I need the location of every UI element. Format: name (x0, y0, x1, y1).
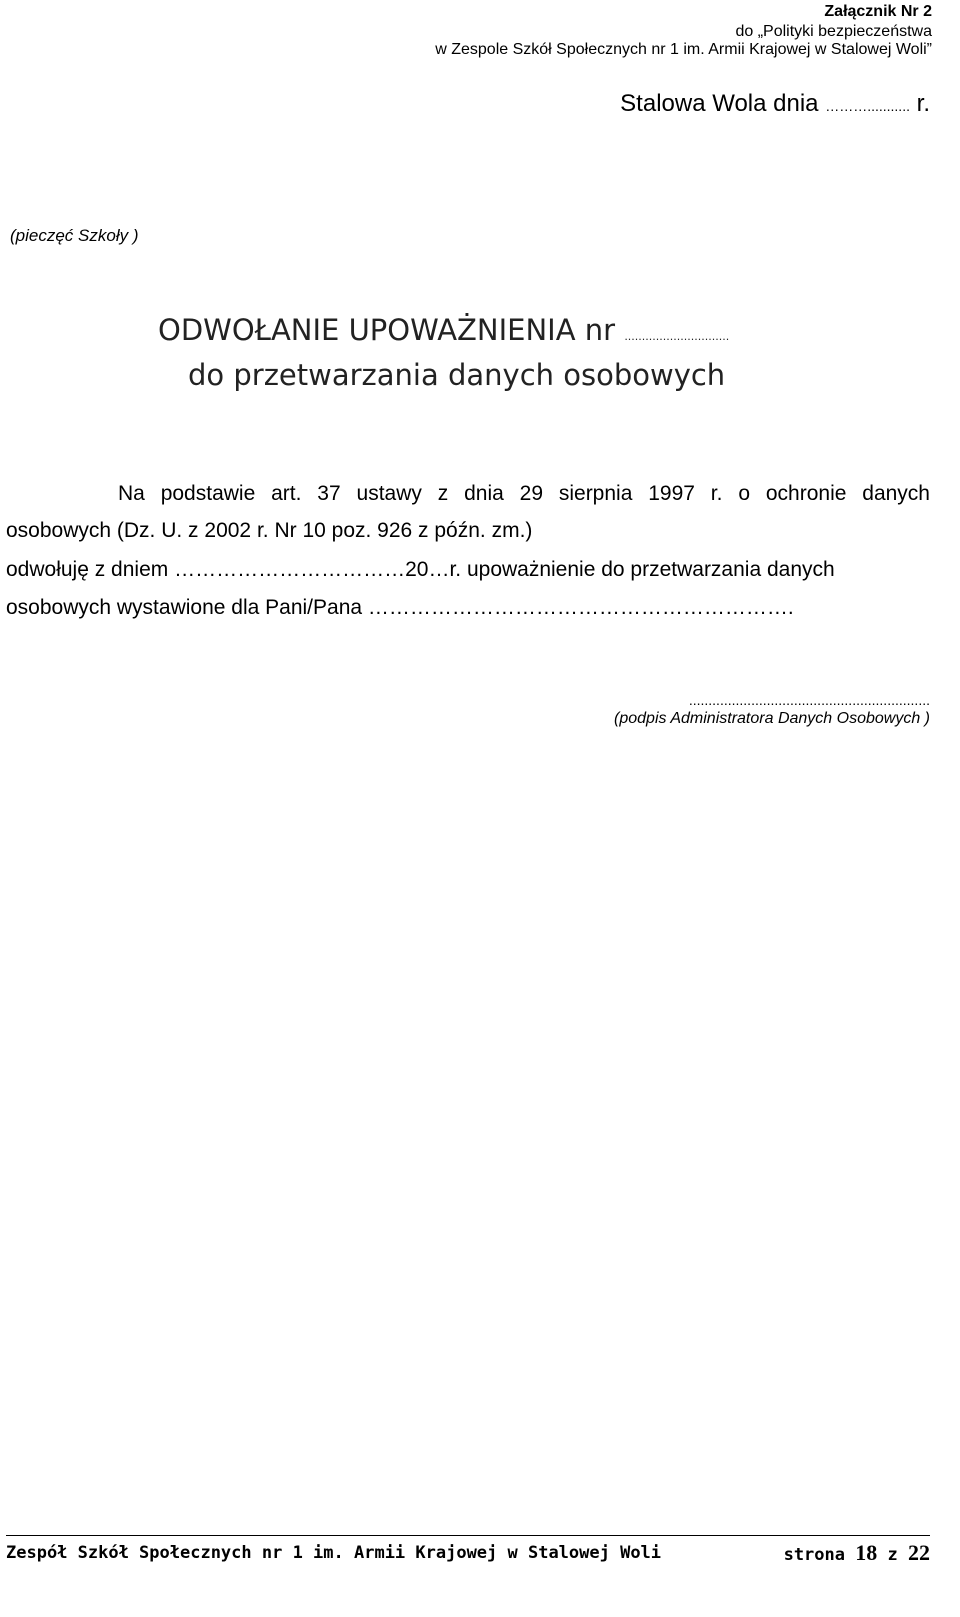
policy-reference: do „Polityki bezpieczeństwa (735, 23, 932, 40)
body-line-1: Na podstawie art. 37 ustawy z dnia 29 sierpnia 1997 r. o ochronie danych (118, 482, 930, 505)
attachment-label: Załącznik Nr 2 (824, 3, 932, 20)
signature-caption: (podpis Administratora Danych Osobowych ) (614, 710, 930, 727)
date-prefix: Stalowa Wola dnia (620, 90, 819, 117)
title-number-dots: .............................. (624, 330, 730, 343)
body-line-2: osobowych (Dz. U. z 2002 r. Nr 10 poz. 926 z późn. zm.) (6, 519, 533, 542)
footer-page-sep: z (887, 1545, 898, 1565)
date-suffix: r. (916, 90, 930, 117)
footer-page-total: 22 (908, 1540, 930, 1565)
date-dots: ………........... (825, 98, 910, 114)
date-line (620, 88, 930, 122)
footer-page-number (784, 1540, 930, 1566)
title-line1: ODWOŁANIE UPOWAŻNIENIA nr (158, 313, 616, 347)
signature-dots: .............................................................. (688, 692, 930, 708)
footer-page-label: strona (783, 1545, 845, 1565)
stamp-label: (pieczęć Szkoły ) (10, 226, 139, 245)
footer-page-current: 18 (855, 1540, 878, 1565)
document-subtitle: do przetwarzania danych osobowych (188, 358, 726, 392)
body-line-3: odwołuję z dniem ……………………………20…r. upoważnienie do przetwarzania danych (6, 558, 835, 581)
footer-divider (6, 1535, 930, 1536)
document-title (158, 310, 729, 357)
footer-school-name: Zespół Szkół Społecznych nr 1 im. Armii Krajowej w Stalowej Woli (6, 1543, 662, 1563)
body-line-4: osobowych wystawione dla Pani/Pana ……………………………………………………. (6, 596, 794, 619)
school-reference: w Zespole Szkół Społecznych nr 1 im. Armii Krajowej w Stalowej Woli” (435, 41, 932, 58)
